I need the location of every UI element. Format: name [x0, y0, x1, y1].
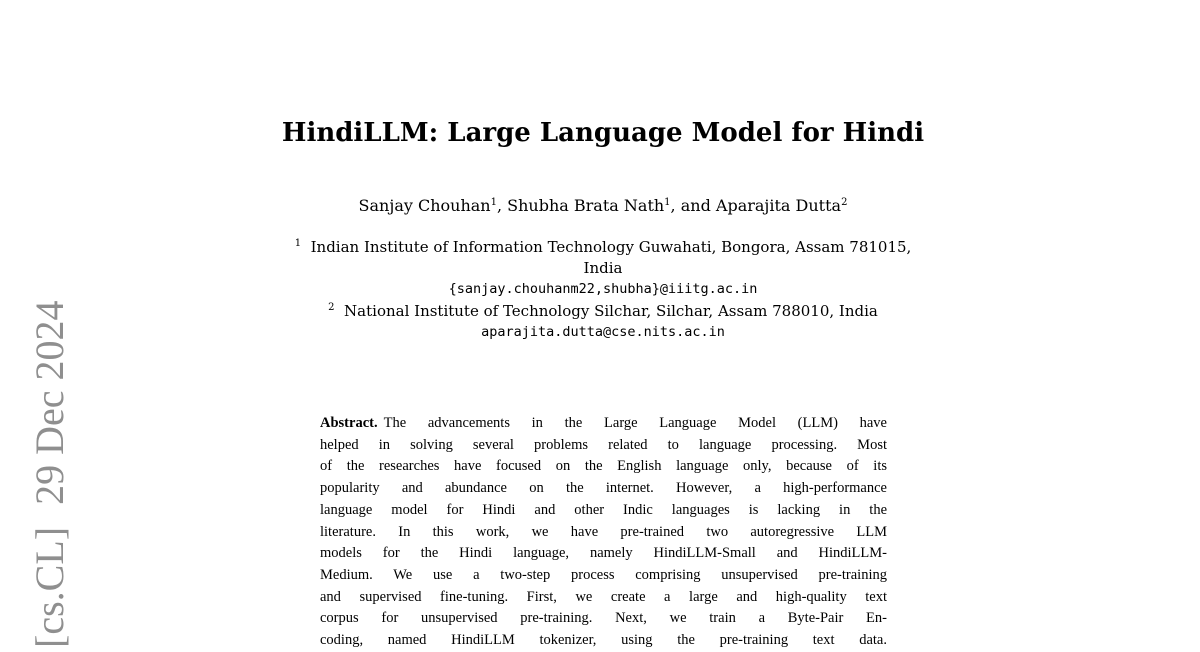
affiliation-email: aparajita.dutta@cse.nits.ac.in	[481, 324, 725, 340]
abstract-text: The advancements in the Large Language Model (LLM) have	[383, 415, 887, 431]
author-name: Sanjay Chouhan	[358, 196, 491, 215]
abstract	[320, 413, 887, 652]
abstract-label: Abstract.	[320, 415, 378, 431]
author-list	[0, 194, 1200, 218]
affiliation-2	[270, 301, 936, 343]
abstract-line: coding, named HindiLLM tokenizer, using the pre-training text data.	[320, 632, 887, 649]
abstract-line: literature. In this work, we have pre-trained two autoregressive LLM	[320, 523, 887, 540]
affiliation-country: India	[583, 259, 623, 277]
arxiv-date: 29 Dec 2024	[27, 300, 72, 505]
author-affil-mark: 1	[490, 197, 497, 208]
author-affil-mark: 2	[841, 197, 848, 208]
abstract-line: language model for Hindi and other Indic languages is lacking in the	[320, 501, 887, 518]
abstract-line: of the researches have focused on the English language only, because of its	[320, 458, 887, 475]
affiliation-number: 1	[294, 238, 302, 249]
abstract-line: models for the Hindi language, namely HindiLLM-Small and HindiLLM-	[320, 545, 887, 562]
arxiv-side-stamp	[26, 279, 74, 648]
author-affil-mark: 1	[664, 197, 671, 208]
author-name: Aparajita Dutta	[715, 196, 842, 215]
affiliation-line	[270, 301, 936, 322]
paper-title: HindiLLM: Large Language Model for Hindi	[281, 118, 925, 148]
affiliation-number: 2	[328, 302, 335, 313]
abstract-line: corpus for unsupervised pre-training. Next, we train a Byte-Pair En-	[320, 610, 887, 627]
affiliation-1	[270, 237, 936, 300]
author-separator: ,	[496, 196, 508, 215]
affiliation-text: National Institute of Technology Silchar, Silchar, Assam 788010, India	[344, 302, 878, 320]
abstract-line: helped in solving several problems related to language processing. Most	[320, 436, 887, 453]
affiliation-line	[270, 237, 936, 258]
author-separator: , and	[670, 196, 716, 215]
affiliation-text: Indian Institute of Information Technology Guwahati, Bongora, Assam 781015,	[310, 238, 912, 256]
abstract-line: popularity and abundance on the internet. However, a high-performance	[320, 480, 887, 497]
abstract-line: and supervised fine-tuning. First, we create a large and high-quality text	[320, 588, 887, 605]
affiliation-email: {sanjay.chouhanm22,shubha}@iiitg.ac.in	[448, 281, 758, 297]
author-name: Shubha Brata Nath	[507, 196, 665, 215]
arxiv-category: [cs.CL]	[27, 526, 72, 648]
abstract-line	[320, 413, 887, 435]
abstract-line: Medium. We use a two-step process comprising unsupervised pre-training	[320, 566, 887, 583]
